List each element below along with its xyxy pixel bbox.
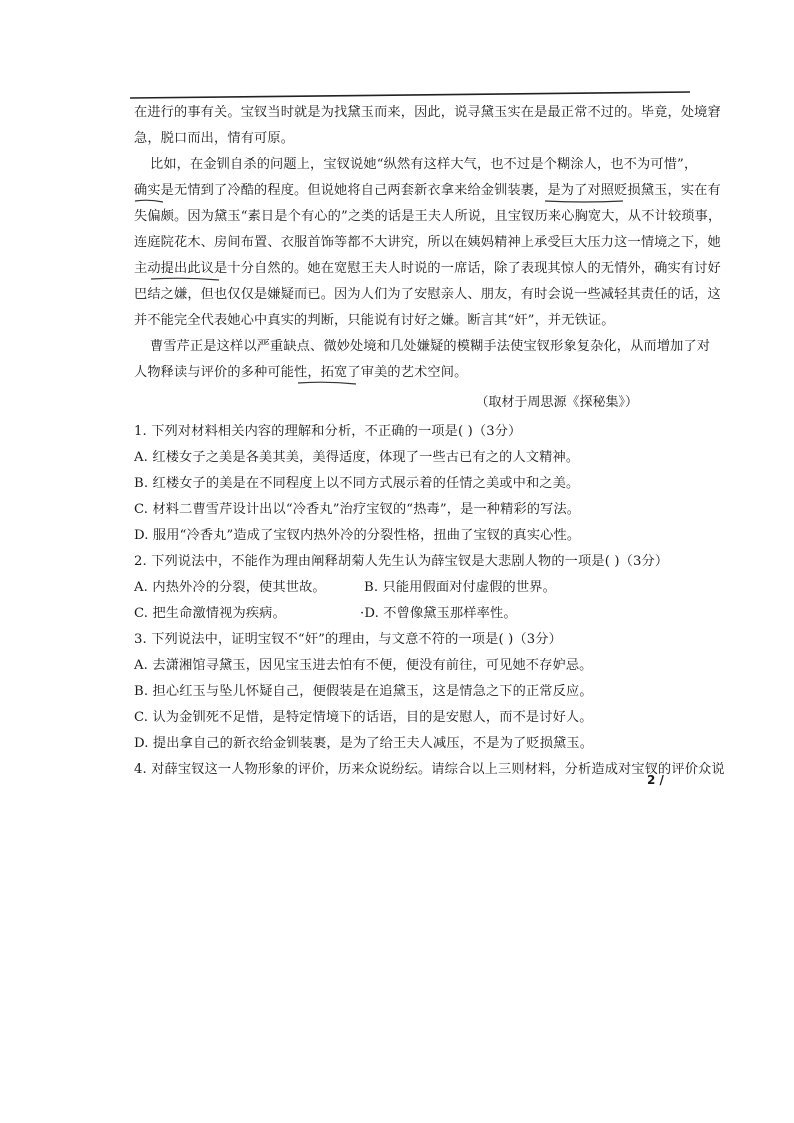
passage-line: 失偏颇。因为黛玉“素日是个有心的”之类的话是王夫人所说，且宝钗历来心胸宽大，从不计较琐事， bbox=[134, 209, 722, 224]
question-1-stem: 1. 下列对材料相关内容的理解和分析，不正确的一项是( )（3分） bbox=[134, 424, 522, 439]
question-1-option-b: B. 红楼女子的美是在不同程度上以不同方式展示着的任情之美或中和之美。 bbox=[134, 476, 580, 491]
question-3-stem: 3. 下列说法中，证明宝钗不“奸”的理由，与文意不符的一项是( )（3分） bbox=[134, 632, 562, 647]
question-4-stem: 4. 对薛宝钗这一人物形象的评价，历来众说纷纭。请综合以上三则材料，分析造成对宝钗的评价众说 bbox=[134, 762, 725, 777]
question-1-option-a: A. 红楼女子之美是各美其美，美得适度，体现了一些古已有之的人文精神。 bbox=[134, 450, 580, 465]
passage-line: 并不能完全代表她心中真实的判断，只能说有讨好之嫌。断言其“奸”，并无铁证。 bbox=[134, 313, 615, 328]
passage-line: 人物释读与评价的多种可能性，拓宽了审美的艺术空间。 bbox=[134, 365, 468, 380]
passage-line: 比如，在金钏自杀的问题上，宝钗说她“纵然有这样大气，也不过是个糊涂人，也不为可惜”， bbox=[150, 157, 698, 172]
question-1-option-c: C. 材料二曹雪芹设计出以“冷香丸”治疗宝钗的“热毒”，是一种精彩的写法。 bbox=[134, 502, 581, 517]
question-3-option-c: C. 认为金钏死不足惜，是特定情境下的话语，目的是安慰人，而不是讨好人。 bbox=[134, 710, 593, 725]
passage-line: 在进行的事有关。宝钗当时就是为找黛玉而来，因此，说寻黛玉实在是最正常不过的。毕竟，处境窘 bbox=[134, 105, 721, 120]
question-3-option-a: A. 去潇湘馆寻黛玉，因见宝玉进去怕有不便，便没有前往，可见她不存妒忌。 bbox=[134, 658, 593, 673]
page-number: 2 / bbox=[647, 773, 664, 787]
top-rule-line bbox=[130, 90, 690, 100]
question-2-option-b: B. 只能用假面对付虚假的世界。 bbox=[364, 580, 556, 595]
passage-line: 连庭院花木、房间布置、衣服首饰等都不大讲究，所以在姨妈精神上承受巨大压力这一情境之下，她 bbox=[134, 235, 721, 250]
handwritten-underline bbox=[544, 198, 624, 204]
question-2-option-c: C. 把生命激情视为疾病。 bbox=[134, 606, 286, 621]
passage-line: 曹雪芹正是这样以严重缺点、微妙处境和几处嫌疑的模糊手法使宝钗形象复杂化，从而增加了对 bbox=[150, 339, 711, 354]
source-citation: （取材于周思源《探秘集》） bbox=[475, 395, 638, 410]
question-2-stem: 2. 下列说法中，不能作为理由阐释胡菊人先生认为薛宝钗是大悲剧人物的一项是( )（3分） bbox=[134, 554, 669, 569]
question-1-option-d: D. 服用“冷香丸”造成了宝钗内热外冷的分裂性格，扭曲了宝钗的真实心性。 bbox=[134, 528, 581, 543]
handwritten-underline bbox=[297, 380, 357, 386]
question-3-option-b: B. 担心红玉与坠儿怀疑自己，便假装是在追黛玉，这是情急之下的正常反应。 bbox=[134, 684, 593, 699]
passage-line: 主动提出此议是十分自然的。她在宽慰王夫人时说的一席话，除了表现其惊人的无情外，确实有讨好 bbox=[134, 261, 721, 276]
passage-line: 急，脱口而出，情有可原。 bbox=[134, 131, 295, 146]
passage-line: 巴结之嫌，但也仅仅是嫌疑而已。因为人们为了安慰亲人、朋友，有时会说一些减轻其责任的话，这 bbox=[134, 287, 721, 302]
question-2-option-d: ·D. 不曾像黛玉那样率性。 bbox=[360, 606, 517, 621]
question-2-option-a: A. 内热外冷的分裂，使其世故。 bbox=[134, 580, 326, 595]
passage-line: 确实是无情到了冷酷的程度。但说她将自己两套新衣拿来给金钏装裹，是为了对照贬损黛玉，实在有 bbox=[134, 183, 721, 198]
handwritten-underline bbox=[134, 198, 164, 204]
question-3-option-d: D. 提出拿自己的新衣给金钏装裹，是为了给王夫人减压，不是为了贬损黛玉。 bbox=[134, 736, 594, 751]
handwritten-underline bbox=[150, 276, 220, 282]
